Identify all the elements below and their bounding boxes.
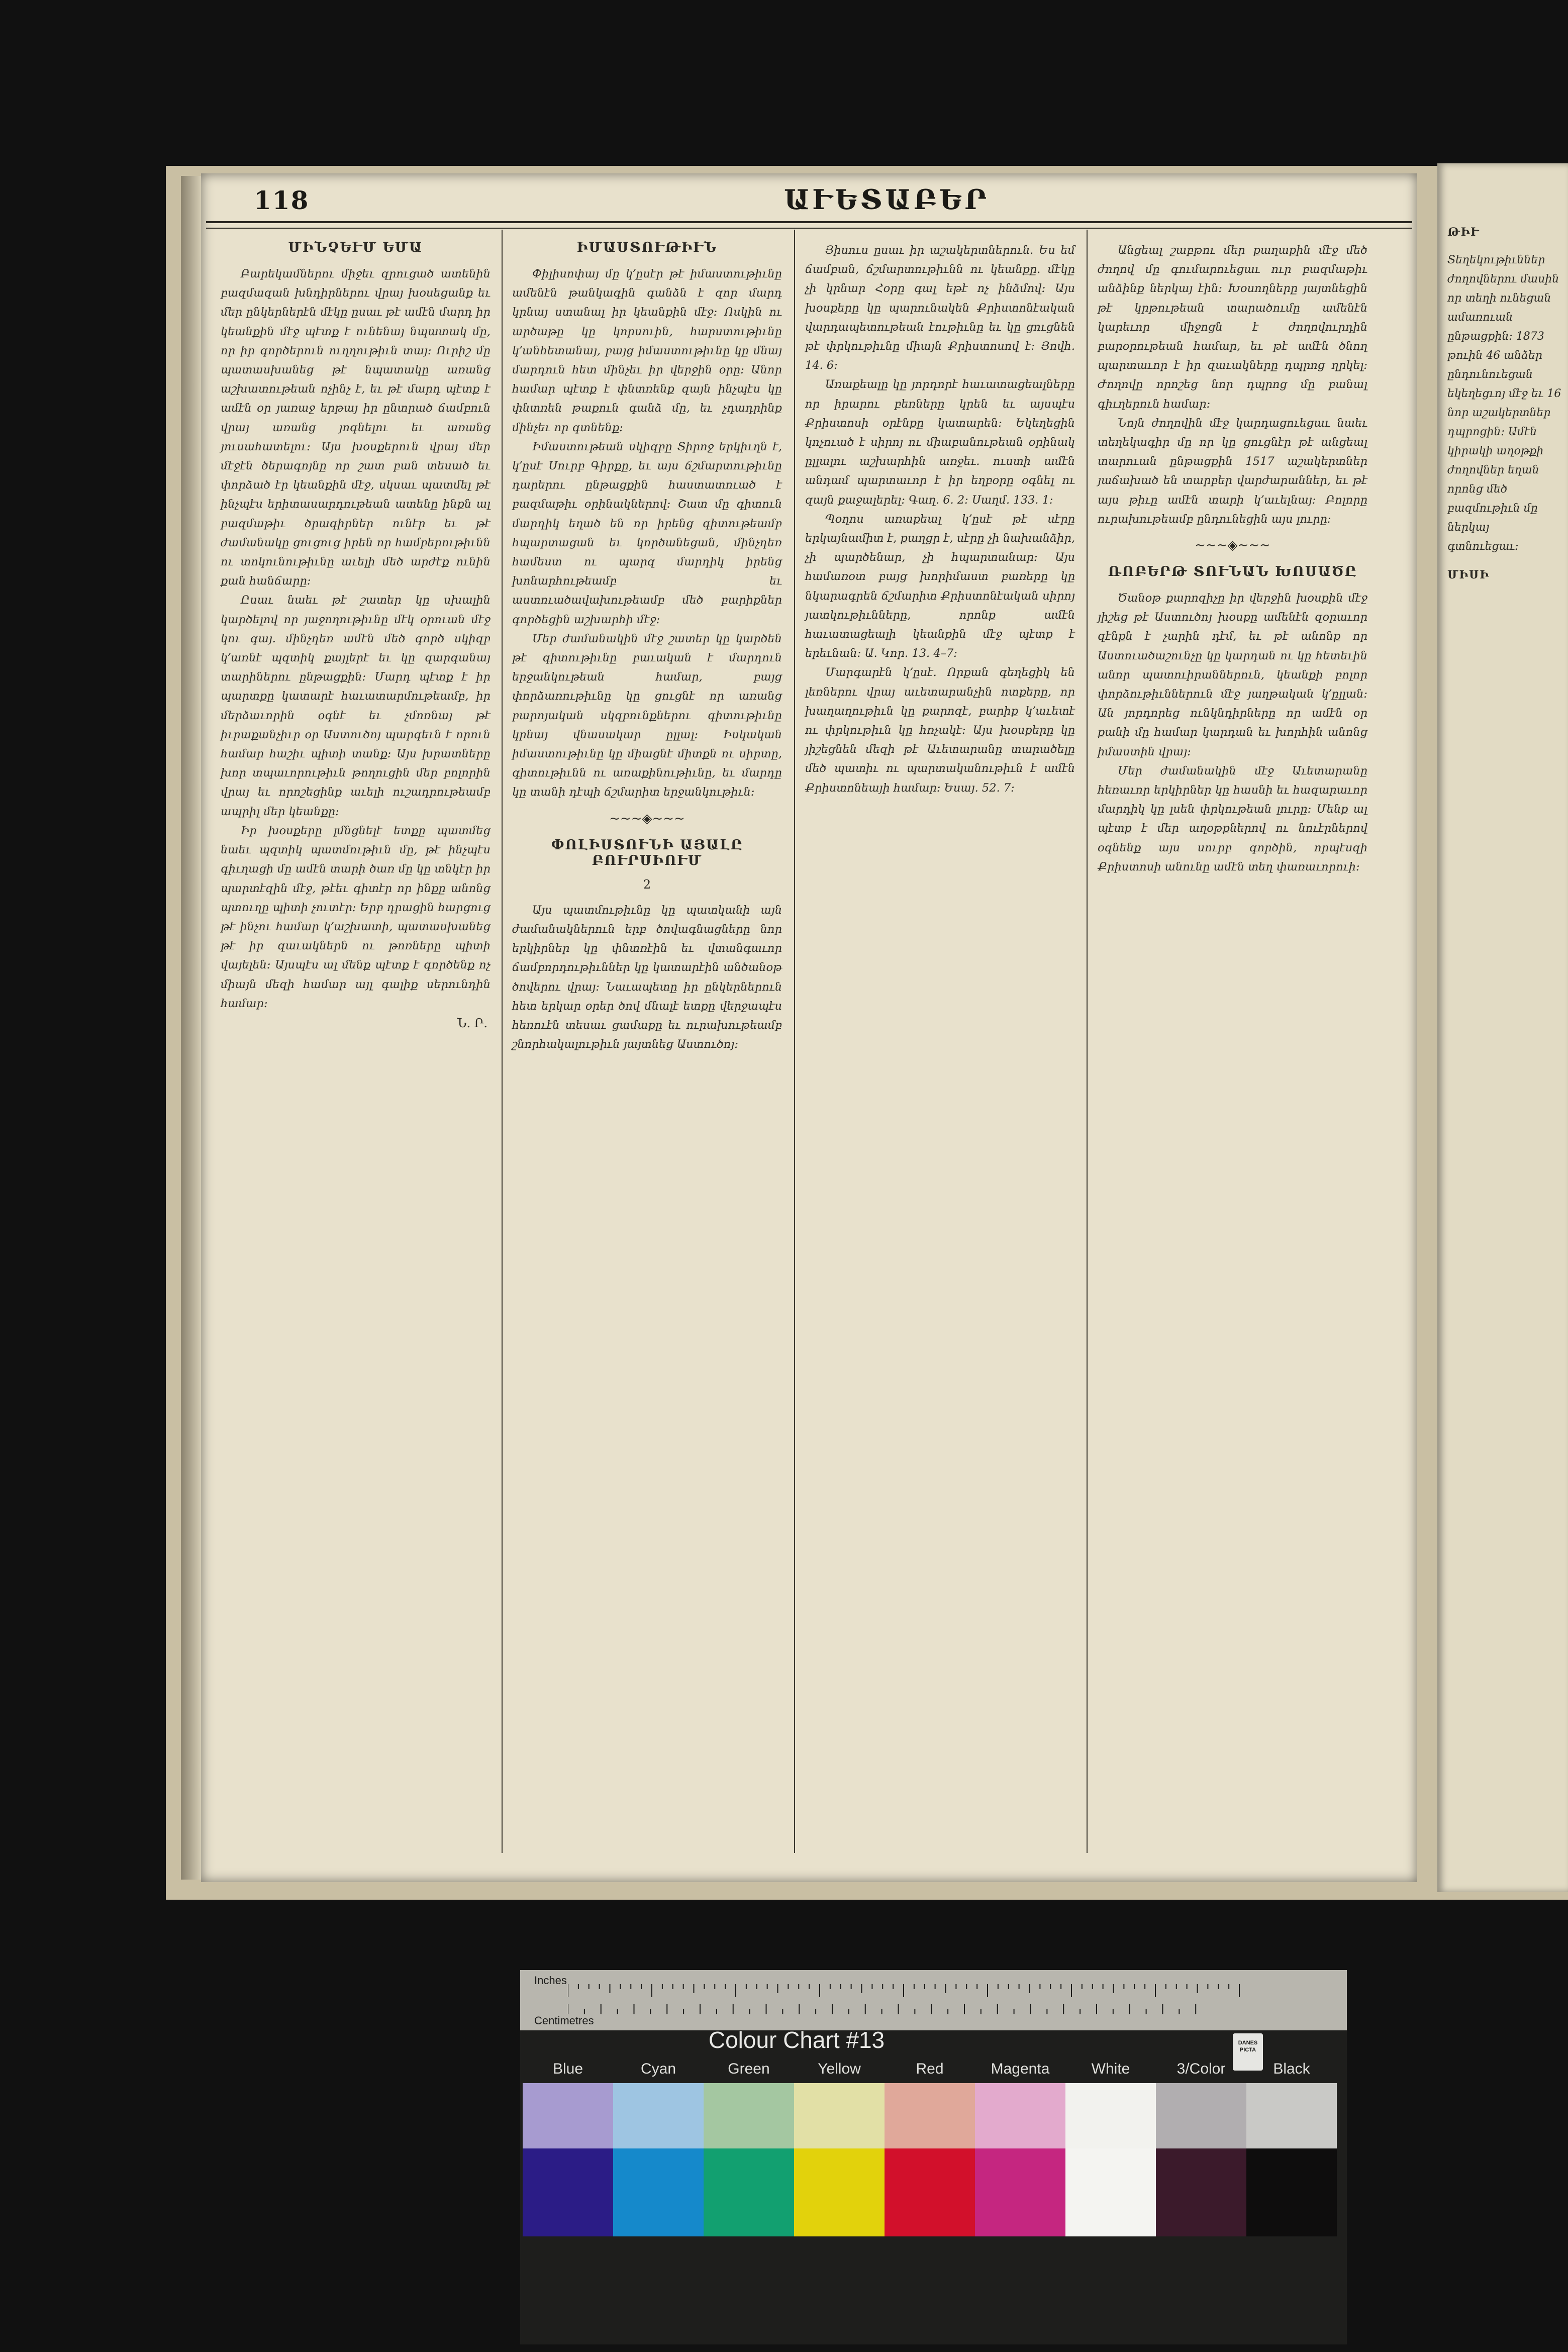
ornament-divider: ~~~◈~~~ <box>1195 538 1270 553</box>
masthead-title: ԱՒԵՏԱԲԵՐ <box>784 183 990 216</box>
swatch-dark-4 <box>794 2148 885 2236</box>
swatch-light-4 <box>794 2083 885 2148</box>
column-4-paragraph: Նոյն ժողովին մէջ կարդացուեցաւ նաեւ տեղեկագիր մը որ կը ցուցնէր թէ անցեալ տարուան ընթացքին 1517 աշակերտներ յաճախած են տարբեր վարժարաններ, եւ թէ այս թիւը ամէն տարի կ՚աւելնայ։ Բոլորը ուրախութեամբ ընդունեցին այս լուրը։ <box>1098 416 1367 526</box>
swatch-dark-9 <box>1246 2148 1337 2236</box>
column-3-paragraph: Յիսուս ըսաւ իր աշակերտներուն. Ես եմ ճամբան, ճշմարտութիւնն ու կեանքը. մէկը չի կրնար Հօրը գալ եթէ ոչ ինձմով։ Այս խօսքերը կը պարունակեն Քրիստոնէական վարդապետութեան էութիւնը եւ կը ցուցնեն թէ փրկութիւնը միայն Քրիստոսով է։ Յովհ. 14. 6։ <box>805 244 1075 372</box>
column-3-paragraph: Առաքեալը կը յորդորէ հաւատացեալները որ իրարու բեռները կրեն եւ այսպէս Քրիստոսի օրէնքը կատարեն։ Եկեղեցին կոչուած է սիրոյ ու միաբանութեան օրինակ ըլլալու աշխարհին առջեւ. ուստի ամէն անդամ պարտաւոր է իր եղբօրը օգնել ու զայն քաջալերել։ Գաղ. 6. 2։ Սաղմ. 133. 1։ <box>805 378 1075 507</box>
column-2-heading: ԻՄԱՍՏՈՒԹԻՒՆ <box>576 240 718 255</box>
ornament-divider: ~~~◈~~~ <box>609 811 685 826</box>
swatch-light-1 <box>523 2083 613 2148</box>
swatch-light-8 <box>1156 2083 1246 2148</box>
column-1-body <box>221 264 491 1013</box>
swatch-dark-7 <box>1065 2148 1156 2236</box>
column-2-paragraph: Փիլիսոփայ մը կ՚ըսէր թէ իմաստութիւնը ամենէն թանկագին գանձն է զոր մարդ կրնայ ստանալ իր կեանքին մէջ։ Ոսկին ու արծաթը կը կորսուին, հարստութիւնը կ՚անհետանայ, բայց իմաստութիւնը կը մնայ մարդուն հետ մինչեւ իր վերջին օրը։ Անոր համար պէտք է փնտռենք զայն ինչպէս կը փնտռեն թաքուն գանձ մը, եւ չդադրինք մինչեւ որ գտնենք։ <box>512 267 782 434</box>
column-3 <box>798 229 1082 1862</box>
column-1 <box>214 229 498 1862</box>
column-divider <box>794 230 795 1853</box>
next-page-text <box>1447 214 1563 1872</box>
swatch-dark-5 <box>885 2148 975 2236</box>
column-2-second-body <box>512 901 782 1054</box>
column-divider <box>1087 230 1088 1853</box>
next-page-heading-1: ԹԻՒ <box>1447 226 1480 239</box>
newspaper-page <box>201 173 1417 1882</box>
column-4-body <box>1098 241 1367 529</box>
column-1-paragraph: Բարեկամներու միջեւ զրուցած ատենին բազմազան խնդիրներու վրայ խօսեցանք եւ մեր ընկերներէն մէկը ըսաւ թէ ամէն մարդ իր կեանքին մէջ պէտք է ունենայ նպատակ մը, որ իր գործերուն ուղղութիւն տայ։ Ուրիշ մը պատասխանեց թէ նպատակը առանց աշխատութեան ոչինչ է, եւ թէ մարդ պէտք է ամէն օր յառաջ երթայ իր ընտրած ճամբուն վրայ առանց յոգնելու եւ առանց յուսահատելու։ Այս խօսքերուն վրայ մեր մէջէն ծերագոյնը որ շատ բան տեսած եւ փորձած էր կեանքին մէջ, սկսաւ պատմել թէ ինչպէս երիտասարդութեան ատենը ինքն ալ բազմաթիւ ծրագիրներ ունէր եւ թէ ժամանակը ցուցուց իրեն որ համբերութիւնն ու տոկունութիւնը աւելի մեծ արժէք ունին քան հանճարը։ <box>221 267 491 588</box>
swatch-dark-3 <box>704 2148 794 2236</box>
column-4-paragraph: Ծանօթ քարոզիչը իր վերջին խօսքին մէջ յիշեց թէ Աստուծոյ խօսքը ամենէն զօրաւոր զէնքն է չարին դէմ, եւ թէ անոնք որ Աստուածաշունչը կը կարդան ու կը հետեւին անոր պատուիրաններուն, կեանքի բոլոր փորձութիւններուն մէջ յաղթական կ՚ըլլան։ Ան յորդորեց ունկնդիրները որ ամէն օր քանի մը համար կարդան եւ խորհին անոնց իմաստին վրայ։ <box>1098 592 1367 758</box>
swatch-light-7 <box>1065 2083 1156 2148</box>
swatch-label-black: Black <box>1273 2061 1310 2077</box>
column-2-paragraph: Իմաստութեան սկիզբը Տիրոջ երկիւղն է, կ՚ըսէ Սուրբ Գիրքը, եւ այս ճշմարտութիւնը դարերու ընթացքին հաստատուած է բազմաթիւ օրինակներով։ Շատ մը գիտուն մարդիկ եղած են որ իրենց գիտութեամբ հպարտացան եւ կործանեցան, մինչդեռ համեստ ու պարզ մարդիկ իրենց խոնարհութեամբ եւ աստուածավախութեամբ մեծ բարիքներ գործեցին աշխարհի մէջ։ <box>512 440 782 626</box>
column-1-paragraph: Իր խօսքերը լմնցնելէ ետքը պատմեց նաեւ պզտիկ պատմութիւն մը, թէ ինչպէս գիւղացի մը ամէն տարի ծառ մը կը տնկէր իր պարտէզին մէջ, թէեւ գիտէր որ ինքը անոնց պտուղը պիտի չուտէր։ Երբ դրացին հարցուց թէ ինչու համար կ՚աշխատի, պատասխանեց թէ իր զաւակներն ու թոռները պիտի վայելեն։ Այսպէս ալ մենք պէտք է գործենք ոչ միայն մեզի համար այլ գալիք սերունդին համար։ <box>221 824 491 1010</box>
column-4-paragraph: Անցեալ շաբթու մեր քաղաքին մէջ մեծ ժողով մը գումարուեցաւ ուր բազմաթիւ անձինք ներկայ էին։ Խօսողները յայտնեցին թէ կրթութեան տարածումը ամենէն կարեւոր միջոցն է ժողովուրդին բարօրութեան համար, եւ թէ ամէն ծնող պարտաւոր է իր զաւակները դպրոց ղրկել։ Ժողովը որոշեց նոր դպրոց մը բանալ գիւղերուն համար։ <box>1098 244 1367 411</box>
ruler-centimetres-label: Centimetres <box>534 2014 594 2027</box>
column-2-paragraph: Մեր ժամանակին մէջ շատեր կը կարծեն թէ գիտութիւնը բաւական է մարդուն երջանկութեան համար, բայց փորձառութիւնը կը ցուցնէ որ առանց բարոյական սկզբունքներու գիտութիւնը կրնայ վնասակար ըլլալ։ Իսկական իմաստութիւնը կը միացնէ միտքն ու սիրտը, գիտութիւնն ու առաքինութիւնը, եւ մարդը կը տանի դէպի ճշմարիտ երջանկութիւն։ <box>512 632 782 799</box>
column-2-second-number: 2 <box>643 877 651 892</box>
chart-logo: DANES PICTA <box>1233 2033 1263 2071</box>
swatch-label-cyan: Cyan <box>640 2061 676 2077</box>
header-rule <box>206 221 1412 229</box>
swatch-label-blue: Blue <box>552 2061 583 2077</box>
column-2-body <box>512 264 782 802</box>
column-2-second-heading: ՓՈԼԻՍՏՈՒՆԻ ԱՅԱԼԸ ԲՈՒՐՍԻՈՒՄ <box>551 837 743 868</box>
column-1-heading: ՄԻՆՉԵՒՄ ԵՄԱ <box>288 240 423 255</box>
column-3-body <box>805 241 1075 798</box>
swatch-light-3 <box>704 2083 794 2148</box>
swatch-label-3-color: 3/Color <box>1177 2061 1226 2077</box>
swatch-label-magenta: Magenta <box>991 2061 1050 2077</box>
column-4-body-2 <box>1098 589 1367 876</box>
column-4-paragraph: Մեր ժամանակին մէջ Աւետարանը հեռաւոր երկիրներ կը հասնի եւ հազարաւոր մարդիկ կը լսեն փրկութեան լուրը։ Մենք ալ պէտք է մեր աղօթքներով ու նուէրներով օգնենք այս սուրբ գործին, որպէսզի Քրիստոսի անունը ամէն տեղ փառաւորուի։ <box>1098 764 1367 873</box>
column-1-signature: Ն. Ր. <box>457 1016 487 1030</box>
swatch-label-yellow: Yellow <box>818 2061 861 2077</box>
column-1-paragraph: Ըսաւ նաեւ թէ շատեր կը սխալին կարծելով որ յաջողութիւնը մէկ օրուան մէջ կու գայ. մինչդեռ ամէն մեծ գործ սկիզբ կ՚առնէ պզտիկ քայլերէ եւ կը զարգանայ տարիներու ընթացքին։ Մարդ պէտք է իր պարտքը կատարէ հաւատարմութեամբ, իր մերձաւորին օգնէ եւ չմոռնայ թէ իւրաքանչիւր օր Աստուծոյ պարգեւն է որուն համար հաշիւ պիտի տանք։ Այս խրատները խոր տպաւորութիւն թողուցին մեր բոլորին վրայ եւ որոշեցինք աւելի ուշադրութեամբ ապրիլ մեր կեանքը։ <box>221 594 491 818</box>
column-4-heading: ՌՈԲԵՐԹ ՏՈՒՆԱՆ ԽՈՍԱԾԸ <box>1108 564 1357 580</box>
column-2 <box>505 229 789 1862</box>
swatch-label-green: Green <box>728 2061 770 2077</box>
swatch-light-9 <box>1246 2083 1337 2148</box>
next-page-heading-2: ՄԻՍԻ <box>1447 568 1490 581</box>
colour-chart <box>520 1970 1347 2344</box>
ruler <box>520 1970 1347 2030</box>
column-4 <box>1091 229 1375 1862</box>
column-2-paragraph: Այս պատմութիւնը կը պատկանի այն ժամանակներուն երբ ծովագնացները նոր երկիրներ կը փնտռէին եւ վտանգաւոր ճամբորդութիւններ կը կատարէին անծանօթ ծովերու վրայ։ Նաւապետը իր ընկերներուն հետ երկար օրեր ծով մնալէ ետքը վերջապէս հեռուէն տեսաւ ցամաքը եւ ուրախութեամբ շնորհակալութիւն յայտնեց Աստուծոյ։ <box>512 903 782 1051</box>
column-3-paragraph: Պօղոս առաքեալ կ՚ըսէ թէ սէրը երկայնամիտ է, քաղցր է, սէրը չի նախանձիր, չի պարծենար, չի հպարտանար։ Այս համառօտ բայց խորիմաստ բառերը կը նկարագրեն ճշմարիտ Քրիստոնէական սիրոյ յատկութիւնները, որոնք ամէն հաւատացեալի կեանքին մէջ պէտք է երեւնան։ Ա. Կոր. 13. 4–7։ <box>805 512 1075 660</box>
page-edge <box>181 176 201 1880</box>
swatch-label-white: White <box>1091 2061 1130 2077</box>
colour-chart-title: Colour Chart #13 <box>708 2027 885 2053</box>
next-page-body: Տեղեկութիւններ ժողովներու մասին որ տեղի ունեցան ամառուան ընթացքին։ 1873 թուին 46 անձեր ընդունուեցան եկեղեցւոյ մէջ եւ 16 նոր աշակերտներ դպրոցին։ Ամէն կիրակի աղօթքի ժողովներ եղան որոնց մեծ բազմութիւն մը ներկայ գտնուեցաւ։ <box>1447 254 1561 553</box>
next-page <box>1437 163 1568 1892</box>
ruler-inches-label: Inches <box>534 1974 567 1987</box>
swatch-dark-6 <box>975 2148 1065 2236</box>
page-header <box>206 173 1412 219</box>
column-3-paragraph: Մարգարէն կ՚ըսէ. Որքան գեղեցիկ են լեռներու վրայ աւետարանչին ոտքերը, որ խաղաղութիւն կը քարոզէ, բարիք կ՚աւետէ ու փրկութիւն կը հռչակէ։ Այս խօսքերը կը յիշեցնեն մեզի թէ Աւետարանը տարածելը մեծ պատիւ ու պարտականութիւն է ամէն Քրիստոնեայի համար։ Եսայ. 52. 7։ <box>805 666 1075 795</box>
swatch-light-6 <box>975 2083 1065 2148</box>
ruler-ticks <box>568 1984 1322 2014</box>
swatch-dark-1 <box>523 2148 613 2236</box>
page-number: 118 <box>254 185 310 215</box>
column-divider <box>502 230 503 1853</box>
swatch-light-5 <box>885 2083 975 2148</box>
swatch-label-red: Red <box>916 2061 944 2077</box>
swatch-dark-2 <box>613 2148 704 2236</box>
swatch-light-2 <box>613 2083 704 2148</box>
swatch-dark-8 <box>1156 2148 1246 2236</box>
